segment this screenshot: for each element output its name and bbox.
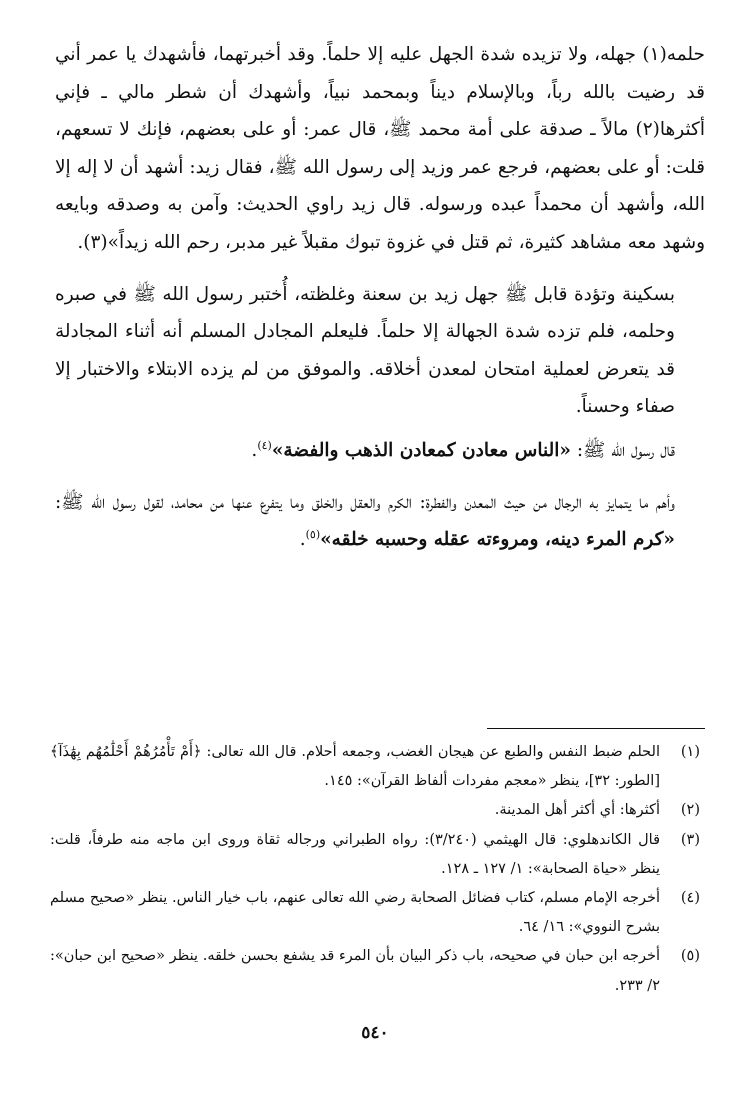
footnote xyxy=(50,796,700,825)
hadith-quote: «الناس معادن كمعادن الذهب والفضة» xyxy=(271,439,571,461)
footnote-separator xyxy=(487,728,705,729)
footnotes xyxy=(50,738,700,1001)
footnote-number: (٣) xyxy=(680,831,700,848)
paragraph-commentary: بسكينة وتؤدة قابل ﷺ جهل زيد بن سعنة وغلظته، أُختبر رسول الله ﷺ في صبره وحلمه، فلم تزده شدة الجهالة إلا حلماً. فليعلم المجادل المسلم أنه أثناء المجادلة قد يتعرض لعملية امتحان لمعدن أخلاقه. والموفق من لم يزده الابتلاء والاختبار إلا صفاء وحسناً. xyxy=(55,283,675,418)
hadith-intro: قال رسول الله ﷺ: xyxy=(576,439,675,461)
page-number: ٥٤٠ xyxy=(361,1023,389,1043)
footnote-text: أخرجه الإمام مسلم، كتاب فضائل الصحابة رضي الله تعالى عنهم، باب خيار الناس. ينظر «صحيح مسلم بشرح النووي»: ١٦/ ٦٤. xyxy=(50,890,660,936)
footnote-text: قال الكاندهلوي: قال الهيثمي (٣/٢٤٠): رواه الطبراني ورجاله ثقاة وروى ابن ماجه منه طرفاً، قلت: ينظر «حياة الصحابة»: ١/ ١٢٧ ـ ١٢٨. xyxy=(50,831,660,877)
footnote-number: (٢) xyxy=(680,802,700,819)
footnote-text: أخرجه ابن حبان في صحيحه، باب ذكر البيان بأن المرء قد يشفع بحسن خلقه. ينظر «صحيح ابن حبان»: ٢/ ٢٣٣. xyxy=(50,948,660,994)
footnote-number: (٤) xyxy=(680,890,700,907)
footnote-text: أكثرها: أي أكثر أهل المدينة. xyxy=(494,802,660,819)
footnote-ref: (٥) xyxy=(305,527,321,541)
footnote xyxy=(50,826,700,884)
main-text xyxy=(55,36,705,559)
paragraph-hadith-metals: قال رسول الله ﷺ: «الناس معادن كمعادن الذهب والفضة»$^{(٤)}$. xyxy=(251,438,675,461)
footnote-number: (١) xyxy=(680,744,700,760)
footnote-text: الحلم ضبط النفس والطبع عن هيجان الغضب، وجمعه أحلام. قال الله تعالى: ﴿أَمْ تَأْمُرُهُمْ أَحْلَٰمُهُم بِهَٰذَآ﴾ [الطور: ٣٢]، ينظر «معجم مفردات ألفاظ القرآن»: ١٤٥. xyxy=(50,744,660,790)
footnote xyxy=(50,884,700,942)
paragraph-character: وأهم ما يتمايز به الرجال من حيث المعدن والفطرة: الكرم والعقل والخلق وما يتفرع عنها من محامد، لقول رسول الله ﷺ: «كرم المرء دينه، ومروءته عقله وحسبه خلقه»$^{(٥)}$. xyxy=(55,491,675,551)
hadith-quote: «كرم المرء دينه، ومروءته عقله وحسبه خلقه» xyxy=(320,529,675,551)
paragraph-character-text: وأهم ما يتمايز به الرجال من حيث المعدن والفطرة: الكرم والعقل والخلق وما يتفرع عنها من محامد، لقول رسول الله ﷺ: xyxy=(55,491,675,513)
paragraph-hadith-continuation: حلمه(١) جهله، ولا تزيده شدة الجهل عليه إلا حلماً. وقد أخبرتهما، فأشهدك يا عمر أني قد رضيت بالله رباً، وبالإسلام ديناً وبمحمد نبياً، وأشهدك أن شطر مالي ـ فإني أكثرها(٢) مالاً ـ صدقة على أمة محمد ﷺ، قال عمر: أو على بعضهم، فإنك لا تسعهم، قلت: أو على بعضهم، فرجع عمر وزيد إلى رسول الله ﷺ، فقال زيد: أشهد أن لا إله إلا الله، وأشهد أن محمداً عبده ورسوله. قال زيد راوي الحديث: وآمن به وصدقه وبايعه وشهد معه مشاهد كثيرة، ثم قتل في غزوة تبوك مقبلاً غير مدبر، رحم الله زيداً»(٣). xyxy=(55,44,705,253)
footnote-number: (٥) xyxy=(680,948,700,965)
footnote xyxy=(50,942,700,1000)
footnote-ref: (٤) xyxy=(257,438,272,452)
footnote xyxy=(50,738,700,796)
